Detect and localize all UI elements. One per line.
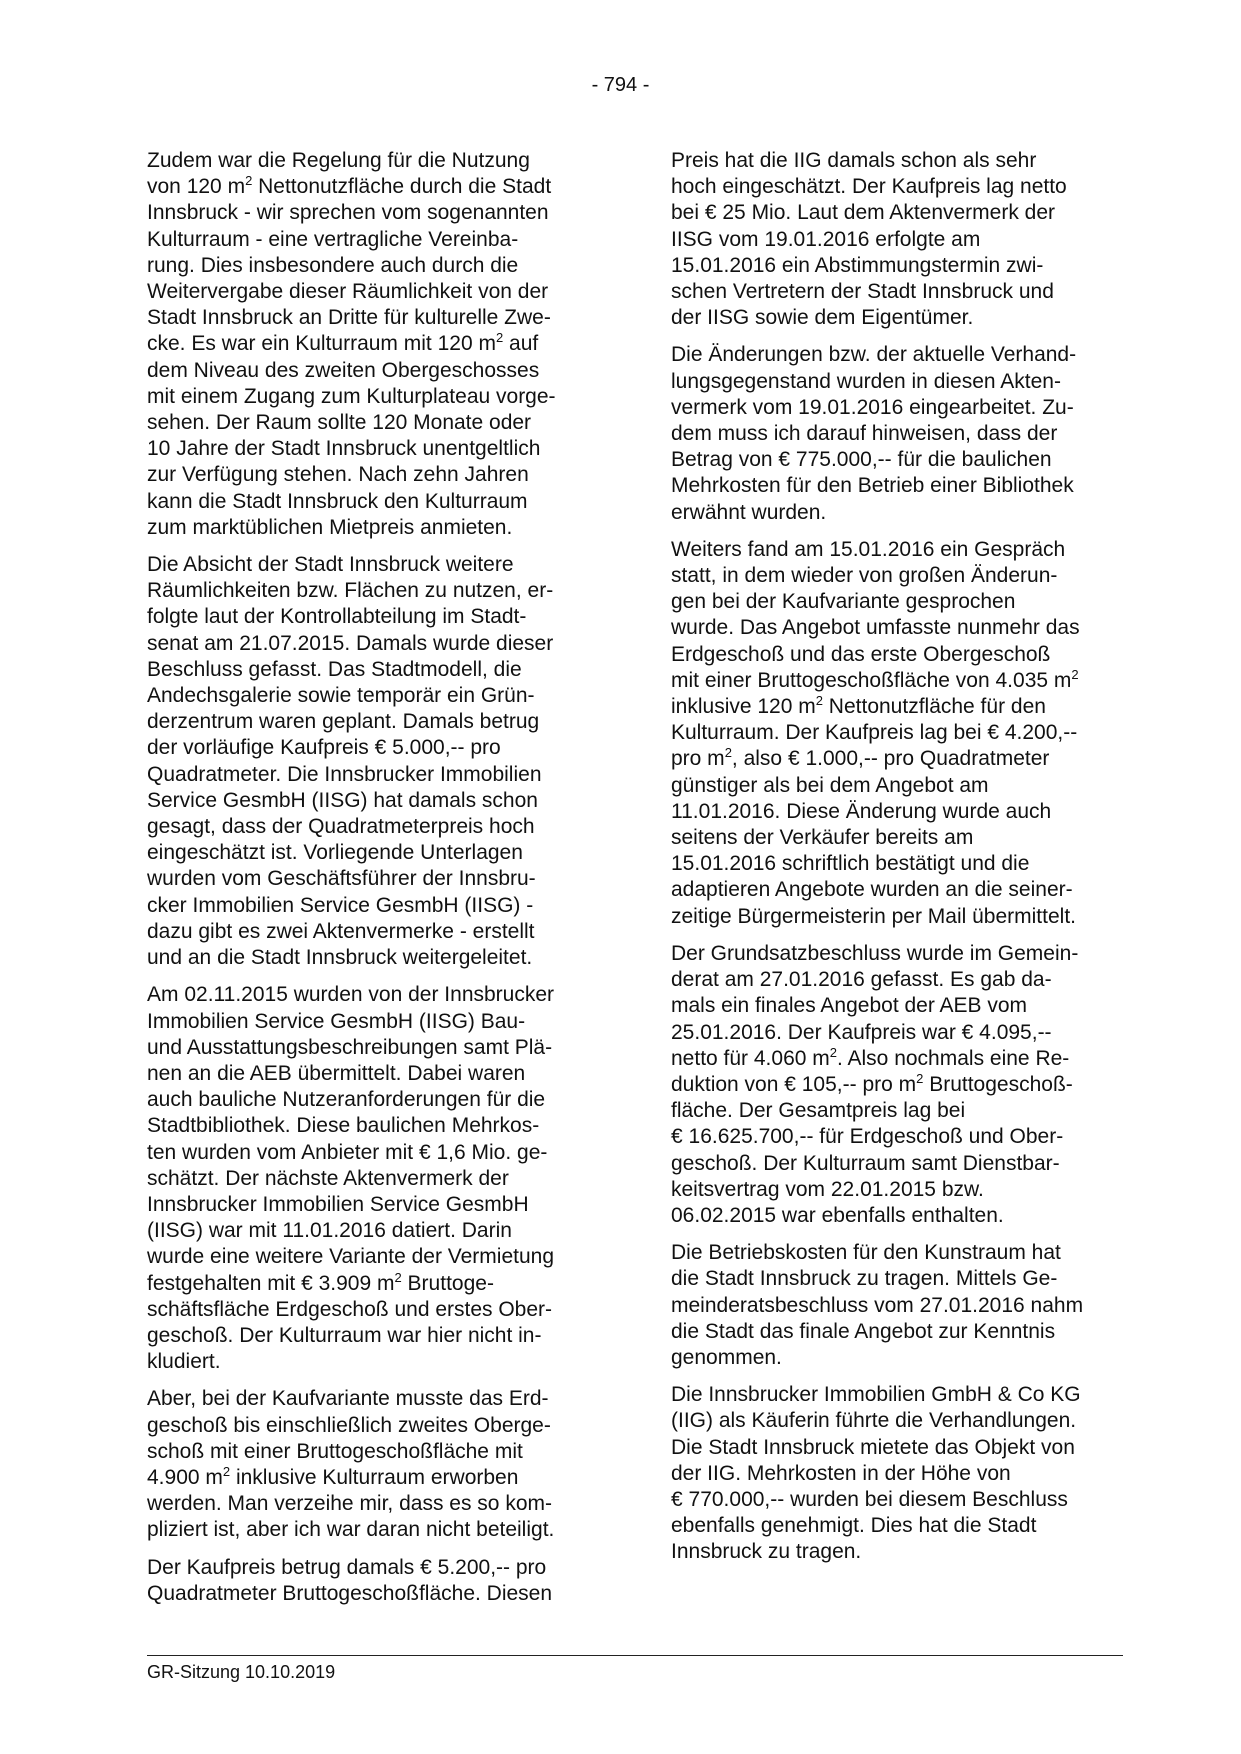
paragraph: Die Änderungen bzw. der aktuelle Verhand- lungsgegenstand wurden in diesen Akten- vermerk vom 19.01.2016 eingearbeitet. Zu- dem muss ich darauf hinweisen, dass der Betrag von € 775.000,-- für die baulichen Mehrkosten für den Betrieb einer Bibliothek erwähnt wurden.: [671, 343, 1077, 524]
superscript-two: 2: [815, 693, 823, 709]
paragraph: Die Absicht der Stadt Innsbruck weitere Räumlichkeiten bzw. Flächen zu nutzen, er- folgte laut der Kontrollabteilung im Stadt- senat am 21.07.2015. Damals wurde dieser Beschluss gefasst. Das Stadtmodell, die Andechsgalerie sowie temporär ein Grün- derzentrum waren geplant. Damals betrug der vorläufige Kaufpreis € 5.000,-- pro Quadratmeter. Die Innsbrucker Immobilien Service GesmbH (IISG) hat damals schon gesagt, dass der Quadratmeterpreis hoch eingeschätzt ist. Vorliegende Unterlagen wurden vom Geschäftsführer der Innsbru- cker Immobilien Service GesmbH (IISG) - dazu gibt es zwei Aktenvermerke - erstellt und an die Stadt Innsbruck weitergeleitet.: [147, 553, 554, 970]
paragraph: Die Innsbrucker Immobilien GmbH & Co KG (IIG) als Käuferin führte die Verhandlungen. Die Stadt Innsbruck mietete das Objekt von der IIG. Mehrkosten in der Höhe von € 770.000,-- wurden bei diesem Beschluss ebenfalls genehmigt. Dies hat die Stadt Innsbruck zu tragen.: [671, 1383, 1081, 1564]
right-column: [671, 148, 1114, 1577]
superscript-two: 2: [394, 1269, 402, 1285]
footer-divider: [147, 1655, 1123, 1656]
superscript-two: 2: [1071, 666, 1079, 682]
paragraph: Zudem war die Regelung für die Nutzung von 120 $m^2$ Nettonutzfläche durch die Stadt Innsbruck - wir sprechen vom sogenannten Kulturraum - eine vertragliche Vereinba- rung. Dies insbesondere auch durch die Weitervergabe dieser Räumlichkeit von der Stadt Innsbruck an Dritte für kulturelle Zwe- cke. Es war ein Kulturraum mit 120 $m^2$ auf dem Niveau des zweiten Obergeschosses mit einem Zugang zum Kulturplateau vorge- sehen. Der Raum sollte 120 Monate oder 10 Jahre der Stadt Innsbruck unentgeltlich zur Verfügung stehen. Nach zehn Jahren kann die Stadt Innsbruck den Kulturraum zum marktüblichen Mietpreis anmieten.: [147, 149, 556, 539]
superscript-two: 2: [916, 1070, 924, 1086]
paragraph: Die Betriebskosten für den Kunstraum hat die Stadt Innsbruck zu tragen. Mittels Ge- meinderatsbeschluss vom 27.01.2016 nahm die Stadt das finale Angebot zur Kenntnis genommen.: [671, 1241, 1084, 1369]
paragraph: Der Grundsatzbeschluss wurde im Gemein- derat am 27.01.2016 gefasst. Es gab da- mals ein finales Angebot der AEB vom 25.01.2016. Der Kaufpreis war € 4.095,-- netto für 4.060 $m^2$. Also nochmals eine Re- duktion von € 105,-- pro $m^2$ Bruttogeschoß- fläche. Der Gesamtpreis lag bei € 16.625.700,-- für Erdgeschoß und Ober- geschoß. Der Kulturraum samt Dienstbar- keitsvertrag vom 22.01.2015 bzw. 06.02.2015 war ebenfalls enthalten.: [671, 941, 1079, 1227]
paragraph: Der Kaufpreis betrug damals € 5.200,-- pro Quadratmeter Bruttogeschoßfläche. Diesen: [147, 1555, 553, 1605]
superscript-two: 2: [222, 1463, 231, 1479]
footer-text: GR-Sitzung 10.10.2019: [147, 1662, 336, 1682]
paragraph: Preis hat die IIG damals schon als sehr hoch eingeschätzt. Der Kaufpreis lag netto bei € 25 Mio. Laut dem Aktenvermerk der IISG vom 19.01.2016 erfolgte am 15.01.2016 ein Abstimmungstermin zwi- schen Vertretern der Stadt Innsbruck und der IISG sowie dem Eigentümer.: [671, 149, 1067, 330]
paragraph: Aber, bei der Kaufvariante musste das Erd- geschoß bis einschließlich zweites Oberge- schoß mit einer Bruttogeschoßfläche mit 4.900 $m^2$ inklusive Kulturraum erworben werden. Man verzeihe mir, dass es so kom- pliziert ist, aber ich war daran nicht beteiligt.: [147, 1387, 555, 1542]
paragraph: Weiters fand am 15.01.2016 ein Gespräch statt, in dem wieder von großen Änderun- gen bei der Kaufvariante gesprochen wurde. Das Angebot umfasste nunmehr das Erdgeschoß und das erste Obergeschoß mit einer Bruttogeschoßfläche von 4.035 $m^2$ inklusive 120 $m^2$ Nettonutzfläche für den Kulturraum. Der Kaufpreis lag bei € 4.200,-- pro $m^2$, also € 1.000,-- pro Quadratmeter günstiger als bei dem Angebot am 11.01.2016. Diese Änderung wurde auch seitens der Verkäufer bereits am 15.01.2016 schriftlich bestätigt und die adaptieren Angebote wurden an die seiner- zeitige Bürgermeisterin per Mail übermittelt.: [671, 537, 1080, 928]
superscript-two: 2: [495, 330, 504, 346]
paragraph: Am 02.11.2015 wurden von der Innsbrucker Immobilien Service GesmbH (IISG) Bau- und Ausstattungsbeschreibungen samt Plä- nen an die AEB übermittelt. Dabei waren auch bauliche Nutzeranforderungen für die Stadtbibliothek. Diese baulichen Mehrkos- ten wurden vom Anbieter mit € 1,6 Mio. ge- schätzt. Der nächste Aktenvermerk der Innsbrucker Immobilien Service GesmbH (IISG) war mit 11.01.2016 datiert. Darin wurde eine weitere Variante der Vermietung festgehalten mit € 3.909 $m^2$ Bruttoge- schäftsfläche Erdgeschoß und erstes Ober- geschoß. Der Kulturraum war hier nicht in- kludiert.: [147, 983, 555, 1374]
superscript-two: 2: [829, 1044, 837, 1060]
page-number: - 794 -: [591, 74, 650, 96]
superscript-two: 2: [724, 745, 732, 761]
left-column: [147, 148, 590, 1618]
superscript-two: 2: [245, 173, 253, 189]
